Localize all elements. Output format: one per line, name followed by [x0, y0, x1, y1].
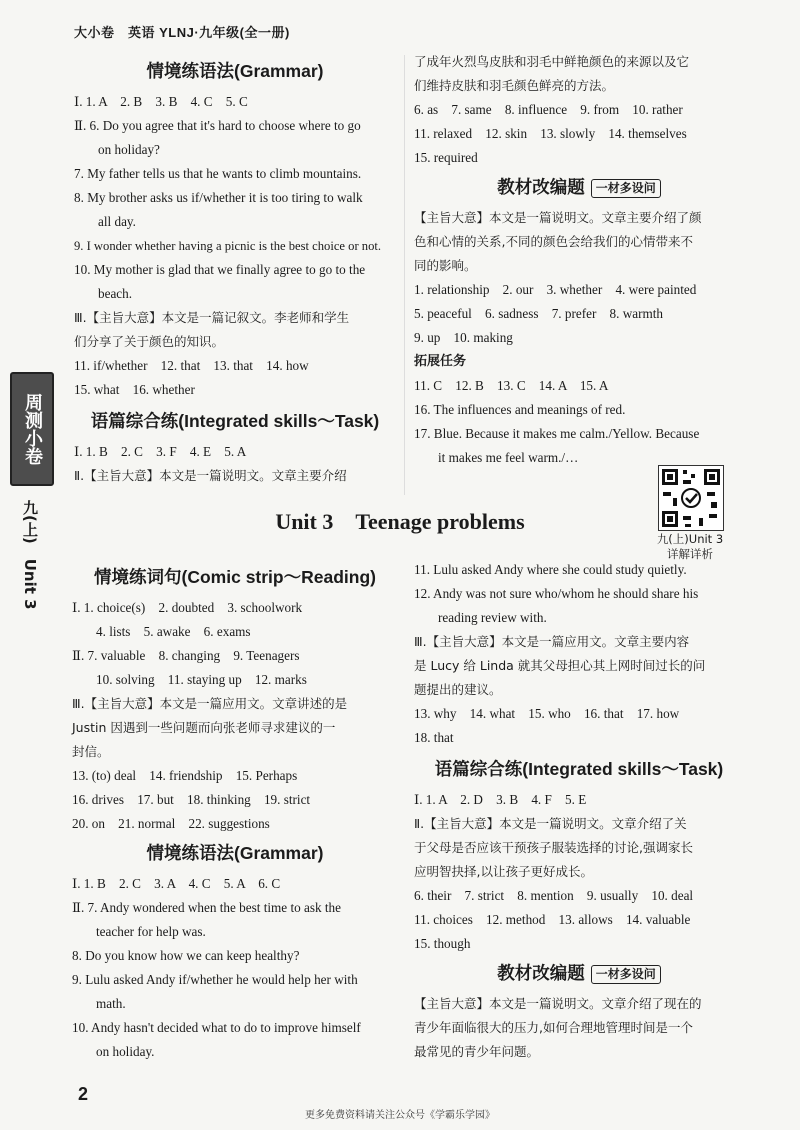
answer-line: 17. Blue. Because it makes me calm./Yellow. Because [414, 426, 700, 441]
page-number: 2 [78, 1084, 89, 1104]
section-title-integrated-skills: 语篇综合练(Integrated skills～Task) [90, 411, 380, 431]
answer-line: 9. Lulu asked Andy if/whether he would help her with [72, 972, 358, 987]
answer-line: 15. required [414, 150, 478, 165]
answer-line: on holiday. [96, 1044, 155, 1059]
sub-heading-extension-task: 拓展任务 [414, 354, 467, 369]
answer-line: Ⅰ. 1. choice(s) 2. doubted 3. schoolwork [72, 600, 303, 615]
summary-line: Ⅱ.【主旨大意】本文是一篇说明文。文章主要介绍 [74, 468, 347, 483]
left-top-column [74, 56, 396, 488]
answer-line: 8. My brother asks us if/whether it is too tiring to walk [74, 190, 363, 205]
summary-line: Justin 因遇到一些问题而向张老师寻求建议的一 [72, 720, 336, 735]
summary-line: 最常见的青少年问题。 [414, 1044, 540, 1059]
answer-line: 11. relaxed 12. skin 13. slowly 14. themselves [414, 126, 687, 141]
section-title-textbook-adapted-2 [414, 960, 744, 986]
summary-line: Ⅱ.【主旨大意】本文是一篇说明文。文章介绍了关 [414, 816, 687, 831]
answer-line: beach. [98, 286, 133, 301]
left-bottom-column [72, 562, 398, 1064]
side-unit-label: 九(上) Unit 3 [21, 500, 39, 610]
answer-line: 4. lists 5. awake 6. exams [96, 624, 251, 639]
answer-line: 5. peaceful 6. sadness 7. prefer 8. warmth [414, 306, 664, 321]
answer-line: 6. their 7. strict 8. mention 9. usually 10. deal [414, 888, 694, 903]
summary-line: 【主旨大意】本文是一篇说明文。文章介绍了现在的 [414, 996, 702, 1011]
answer-line: 16. The influences and meanings of red. [414, 402, 626, 417]
answer-line: 15. what 16. whether [74, 382, 195, 397]
section-title-text: 教材改编题 [497, 177, 585, 197]
answer-line: 11. C 12. B 13. C 14. A 15. A [414, 378, 609, 393]
summary-line: 色和心情的关系,不同的颜色会给我们的心情带来不 [414, 234, 693, 249]
answer-line: 16. drives 17. but 18. thinking 19. strict [72, 792, 311, 807]
qr-caption-detail: 详解详析 [667, 547, 713, 561]
answer-line: Ⅱ. 7. valuable 8. changing 9. Teenagers [72, 648, 300, 663]
answer-line: 9. I wonder whether having a picnic is the best choice or not. [74, 239, 382, 253]
answer-line: 10. Andy hasn't decided what to do to improve himself [72, 1020, 361, 1035]
answer-line: 13. why 14. what 15. who 16. that 17. how [414, 706, 680, 721]
summary-line: Ⅲ.【主旨大意】本文是一篇记叙文。李老师和学生 [74, 310, 350, 325]
answer-line: 20. on 21. normal 22. suggestions [72, 816, 270, 831]
qr-code-icon[interactable] [658, 465, 724, 531]
column-divider [404, 55, 405, 495]
section-title-integrated-skills-2: 语篇综合练(Integrated skills～Task) [434, 759, 724, 779]
answer-line: on holiday? [98, 142, 160, 157]
qr-caption-unit: 九(上)Unit 3 [656, 532, 724, 546]
answer-line: Ⅱ. 6. Do you agree that it's hard to choose where to go [74, 118, 361, 133]
answer-line: all day. [98, 214, 136, 229]
summary-line: 同的影响。 [414, 258, 477, 273]
section-title-textbook-adapted [414, 174, 744, 200]
answer-line: 1. relationship 2. our 3. whether 4. were painted [414, 282, 697, 297]
answer-line: 6. as 7. same 8. influence 9. from 10. rather [414, 102, 683, 117]
answer-line: Ⅰ. 1. A 2. D 3. B 4. F 5. E [414, 792, 587, 807]
section-title-comic-reading: 情境练词句(Comic strip～Reading) [94, 567, 376, 587]
answer-line: 10. solving 11. staying up 12. marks [96, 672, 307, 687]
answer-line: it makes me feel warm./… [438, 450, 579, 465]
summary-line: 们分享了关于颜色的知识。 [74, 334, 225, 349]
answer-line: 11. if/whether 12. that 13. that 14. how [74, 358, 309, 373]
multi-question-badge: 一材多设问 [591, 179, 661, 198]
summary-line: Ⅲ.【主旨大意】本文是一篇应用文。文章主要内容 [414, 634, 690, 649]
answer-line: 18. that [414, 730, 454, 745]
right-bottom-column [414, 558, 744, 1064]
answer-line: teacher for help was. [96, 924, 206, 939]
answer-line: 9. up 10. making [414, 330, 513, 345]
summary-line: 封信。 [72, 744, 110, 759]
right-top-column [414, 50, 744, 470]
multi-question-badge: 一材多设问 [591, 965, 661, 984]
answer-line: 7. My father tells us that he wants to climb mountains. [74, 166, 362, 181]
section-title-grammar: 情境练语法(Grammar) [146, 61, 324, 81]
answer-line: math. [96, 996, 126, 1011]
answer-line: Ⅱ. 7. Andy wondered when the best time to ask the [72, 900, 341, 915]
answer-line: 10. My mother is glad that we finally agree to go to the [74, 262, 366, 277]
answer-line: 13. (to) deal 14. friendship 15. Perhaps [72, 768, 298, 783]
answer-line: Ⅰ. 1. B 2. C 3. F 4. E 5. A [74, 444, 247, 459]
answer-line: Ⅰ. 1. A 2. B 3. B 4. C 5. C [74, 94, 248, 109]
summary-line: 【主旨大意】本文是一篇说明文。文章主要介绍了颜 [414, 210, 702, 225]
section-title-grammar-2: 情境练语法(Grammar) [146, 843, 324, 863]
page-footer: 更多免费资料请关注公众号《学霸乐学园》 [305, 1110, 495, 1121]
page-header: 大小卷 英语 YLNJ·九年级(全一册) [74, 25, 290, 40]
side-tab: 周测小卷 [10, 372, 54, 486]
summary-line: 题提出的建议。 [414, 682, 502, 697]
section-title-text: 教材改编题 [497, 963, 585, 983]
unit-title: Unit 3 Teenage problems [275, 509, 525, 534]
summary-line: 应明智抉择,以让孩子更好成长。 [414, 864, 593, 879]
answer-line: 11. choices 12. method 13. allows 14. valuable [414, 912, 691, 927]
answer-line: Ⅰ. 1. B 2. C 3. A 4. C 5. A 6. C [72, 876, 281, 891]
summary-line: Ⅲ.【主旨大意】本文是一篇应用文。文章讲述的是 [72, 696, 348, 711]
summary-line: 们维持皮肤和羽毛颜色鲜亮的方法。 [414, 78, 615, 93]
answer-line: 12. Andy was not sure who/whom he should share his [414, 586, 699, 601]
answer-line: 8. Do you know how we can keep healthy? [72, 948, 300, 963]
summary-line: 于父母是否应该干预孩子服装选择的讨论,强调家长 [414, 840, 693, 855]
summary-line: 青少年面临很大的压力,如何合理地管理时间是一个 [414, 1020, 693, 1035]
answer-line: 11. Lulu asked Andy where she could study quietly. [414, 562, 687, 577]
summary-line: 了成年火烈鸟皮肤和羽毛中鲜艳颜色的来源以及它 [414, 54, 690, 69]
summary-line: 是 Lucy 给 Linda 就其父母担心其上网时间过长的问 [414, 658, 706, 673]
answer-line: 15. though [414, 936, 471, 951]
answer-line: reading review with. [438, 610, 547, 625]
